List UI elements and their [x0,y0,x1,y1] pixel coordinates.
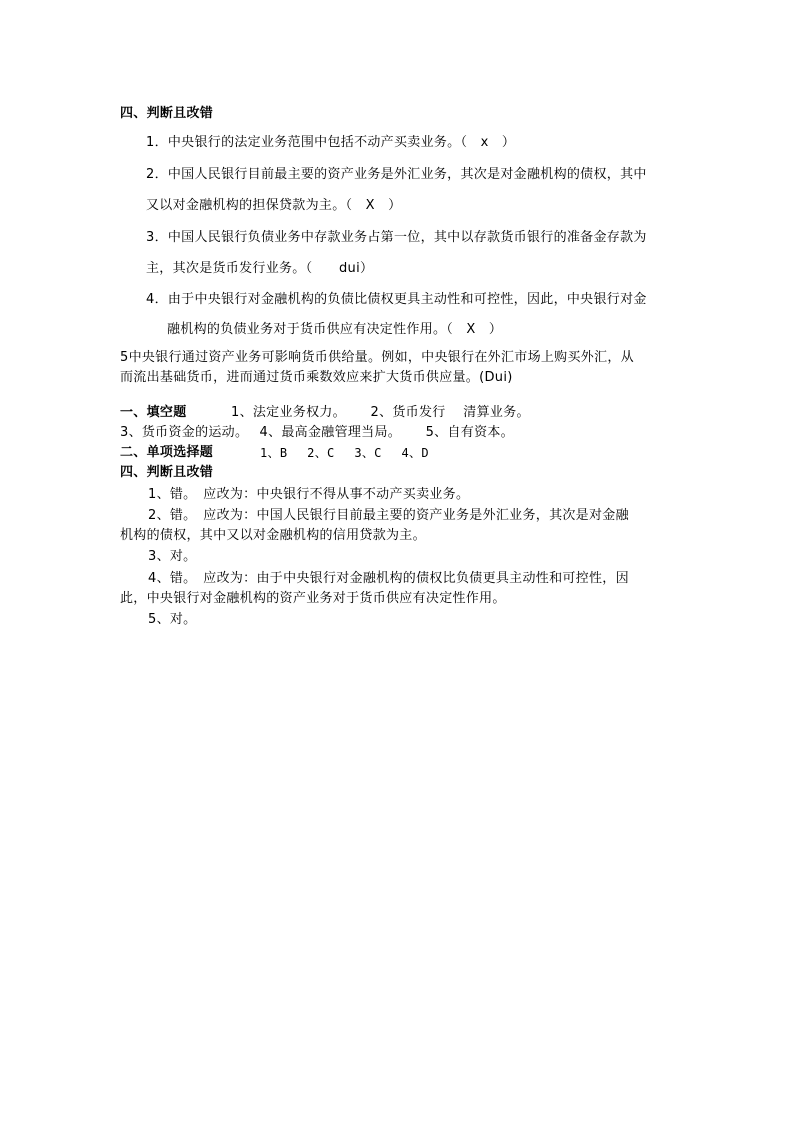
single-choice-answers: 1、B 2、C 3、C 4、D [260,446,429,460]
question-3-line2: 主，其次是货币发行业务。（ dui） [146,261,374,276]
question-2-line1: 2．中国人民银行目前最主要的资产业务是外汇业务，其次是对金融机构的债权，其中 [146,167,647,182]
question-1: 1．中央银行的法定业务范围中包括不动产买卖业务。（ x ） [146,135,516,150]
question-5-line2: 而流出基础货币，进而通过货币乘数效应来扩大货币供应量。(Dui) [120,370,513,385]
question-5-line1: 5中央银行通过资产业务可影响货币供给量。例如，中央银行在外汇市场上购买外汇，从 [120,350,634,365]
fill-blank-answers-2: 3、货币资金的运动。 4、最高金融管理当局。 5、自有资本。 [120,425,514,440]
judge-answer-4-line1: 4、错。 应改为：由于中央银行对金融机构的债权比负债更具主动性和可控性，因 [148,571,629,586]
question-3-line1: 3．中国人民银行负债业务中存款业务占第一位，其中以存款货币银行的准备金存款为 [146,230,647,245]
judge-answer-3: 3、对。 [148,549,197,564]
fill-blank-answers-1: 1、法定业务权力。 2、货币发行 清算业务。 [231,405,530,420]
judge-answer-2-line1: 2、错。 应改为：中国人民银行目前最主要的资产业务是外汇业务，其次是对金融 [148,508,629,523]
judge-answer-4-line2: 此，中央银行对金融机构的资产业务对于货币供应有决定性作用。 [120,591,506,606]
judge-answer-2-line2: 机构的债权，其中又以对金融机构的信用贷款为主。 [120,528,426,543]
single-choice-heading: 二、单项选择题 [120,445,214,460]
question-4-line2: 融机构的负债业务对于货币供应有决定性作用。（ X ） [167,322,503,337]
judge-answers-heading: 四、判断且改错 [120,465,214,480]
section-heading-judge: 四、判断且改错 [120,106,214,121]
question-4-line1: 4．由于中央银行对金融机构的负债比债权更具主动性和可控性，因此，中央银行对金 [146,292,647,307]
question-2-line2: 又以对金融机构的担保贷款为主。（ X ） [146,198,402,213]
fill-blank-heading: 一、填空题 [120,405,187,420]
judge-answer-1: 1、错。 应改为：中央银行不得从事不动产买卖业务。 [148,487,470,502]
judge-answer-5: 5、对。 [148,612,197,627]
